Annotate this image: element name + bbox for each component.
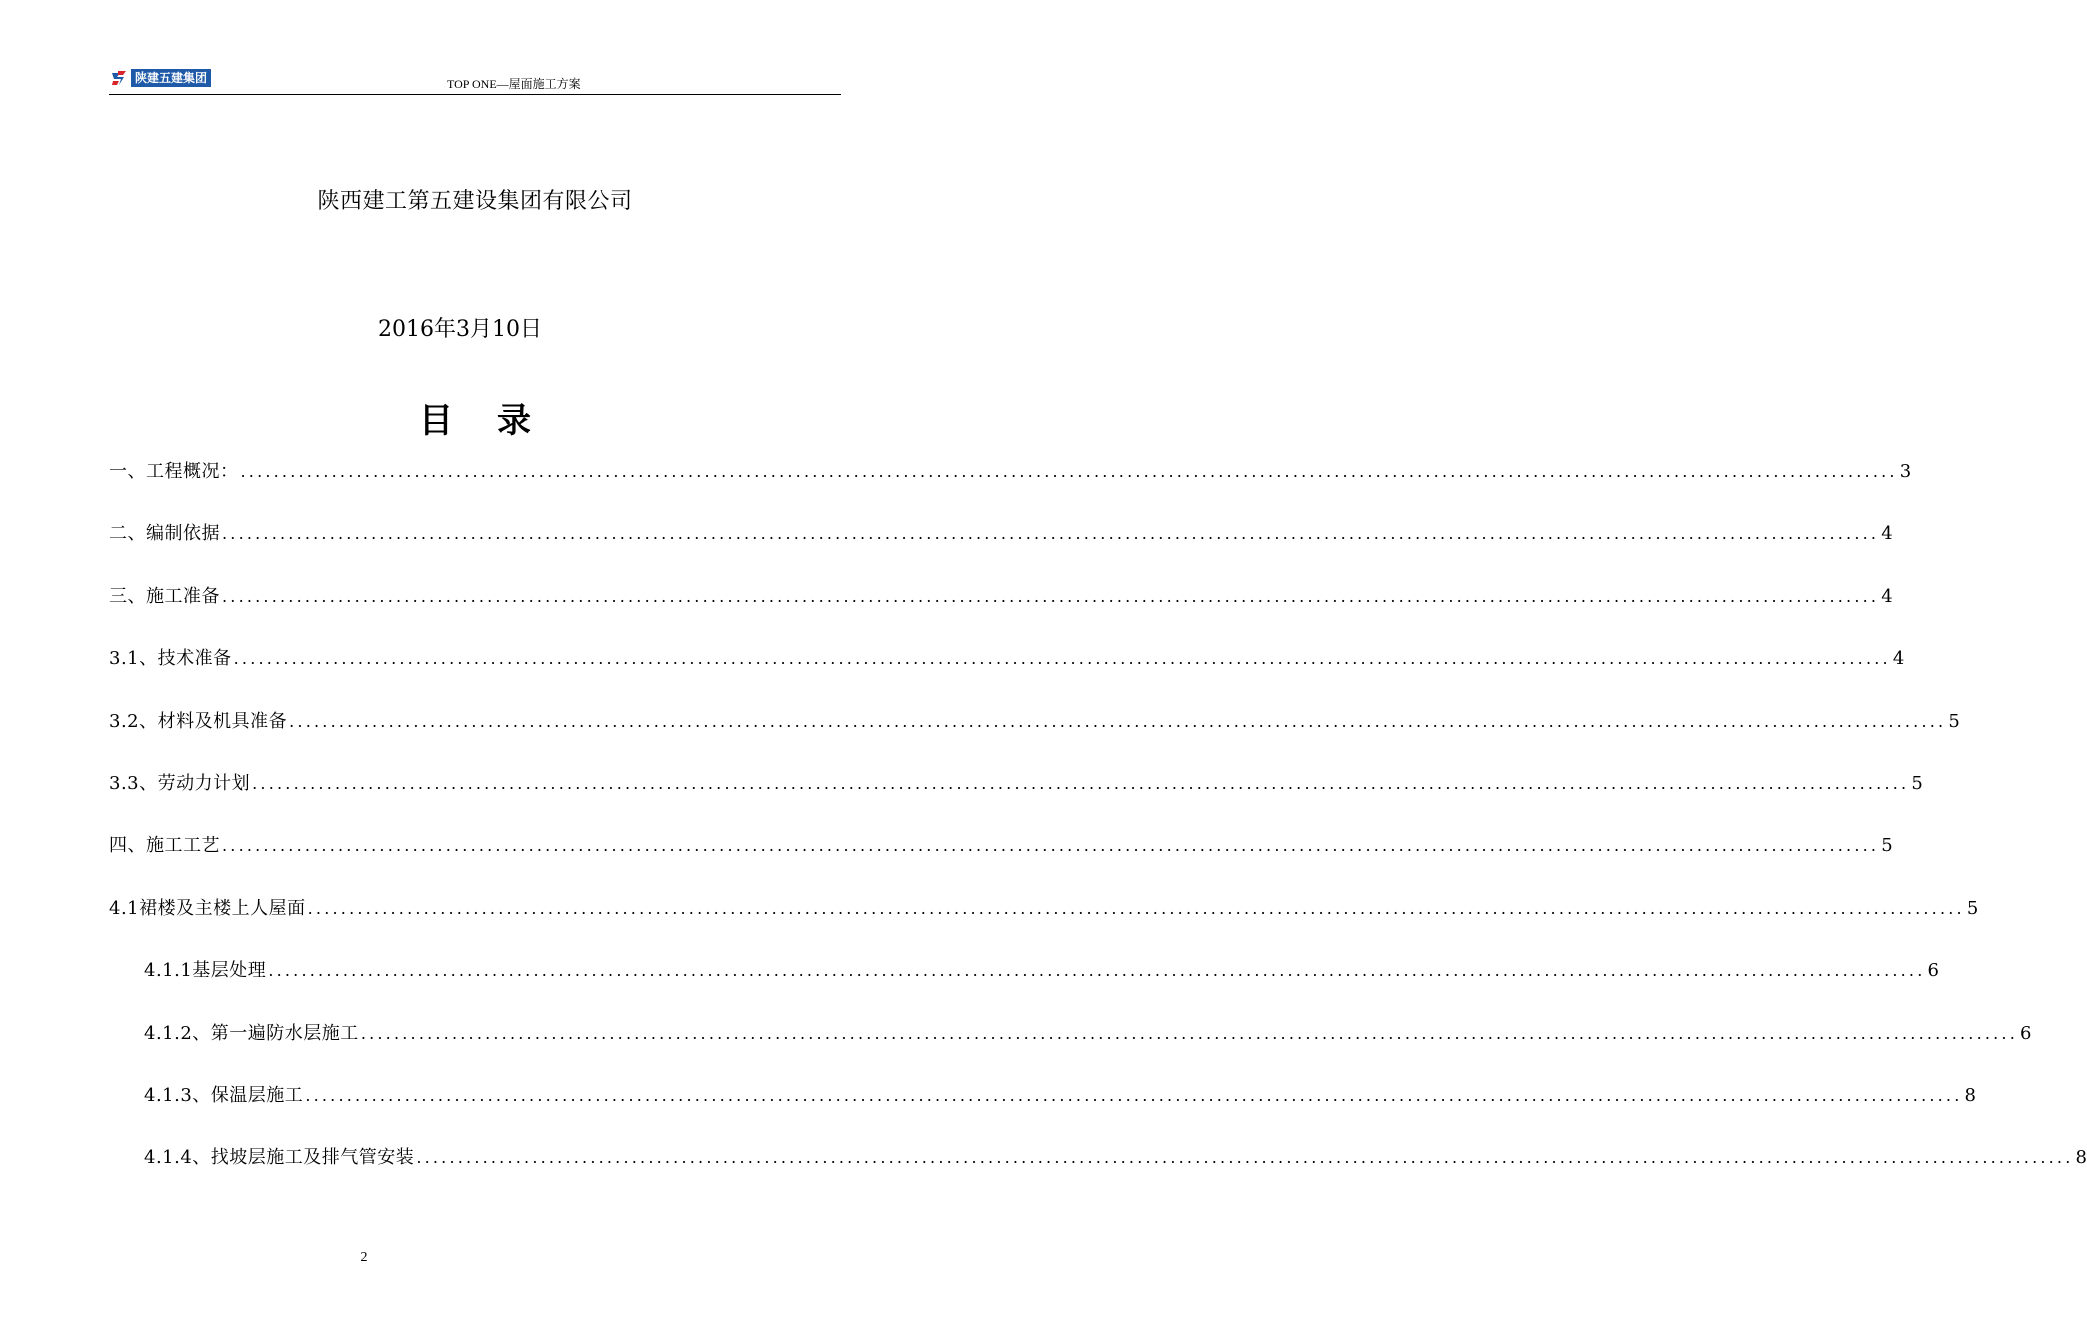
page-header: [109, 64, 841, 95]
toc-entry-label: 一、工程概况：: [109, 461, 239, 482]
toc-entry-label: 4.1.1基层处理: [144, 960, 267, 982]
toc-dot-leader: ........................................................................................................................................................................................................: [252, 773, 1910, 793]
logo-text: 陕建五建集团: [131, 69, 211, 87]
company-logo: [109, 67, 211, 89]
toc-entry-page: 5: [1948, 710, 1960, 732]
toc-entry-label: 3.2、材料及机具准备: [109, 710, 288, 732]
toc-entry-label: 4.1.2、第一遍防水层施工: [144, 1022, 359, 1044]
company-name: 陕西建工第五建设集团有限公司: [317, 189, 633, 214]
toc-entry-page: 5: [1966, 897, 1979, 919]
toc-entry-page: 4: [1881, 523, 1893, 545]
toc-entry[interactable]: [109, 826, 1893, 888]
toc-entry[interactable]: [109, 764, 1923, 826]
toc-dot-leader: ........................................................................................................................................................................................................: [416, 1148, 2074, 1168]
toc-entry-page: 8: [1964, 1084, 1976, 1106]
toc-entry[interactable]: [109, 1014, 2032, 1076]
toc-entry[interactable]: [109, 889, 1979, 951]
toc-entry-label: 4.1裙楼及主楼上人屋面: [109, 897, 306, 919]
header-title: TOP ONE—屋面施工方案: [447, 77, 581, 91]
toc-entry-page: 3: [1899, 461, 1912, 482]
toc-dot-leader: ........................................................................................................................................................................................................: [222, 586, 1880, 606]
company-s-logo-icon: [109, 68, 129, 88]
toc-dot-leader: ........................................................................................................................................................................................................: [222, 836, 1880, 856]
toc-entry[interactable]: [109, 452, 1912, 514]
toc-dot-leader: ........................................................................................................................................................................................................: [240, 462, 1898, 481]
toc-entry-label: 4.1.4、找坡层施工及排气管安装: [144, 1147, 415, 1169]
toc-dot-leader: ........................................................................................................................................................................................................: [289, 711, 1947, 731]
toc-entry-label: 三、施工准备: [109, 585, 220, 607]
toc-entry-page: 4: [1892, 648, 1905, 670]
toc-entry[interactable]: [109, 702, 1960, 764]
toc-dot-leader: ........................................................................................................................................................................................................: [233, 649, 1891, 669]
toc-entry-page: 4: [1881, 585, 1893, 607]
toc-entry-page: 5: [1881, 835, 1893, 857]
toc-entry[interactable]: [109, 1076, 1976, 1138]
toc-entry-label: 四、施工工艺: [109, 835, 220, 857]
toc-dot-leader: ........................................................................................................................................................................................................: [268, 961, 1926, 981]
toc-entry-label: 4.1.3、保温层施工: [144, 1084, 304, 1106]
toc-dot-leader: ........................................................................................................................................................................................................: [360, 1023, 2018, 1043]
toc-entry[interactable]: [109, 1138, 2087, 1200]
toc-entry[interactable]: [109, 577, 1893, 639]
toc-entry-page: 6: [2020, 1022, 2032, 1044]
toc-entry[interactable]: [109, 514, 1893, 576]
toc-dot-leader: ........................................................................................................................................................................................................: [222, 524, 1880, 544]
document-date: 2016年3月10日: [378, 317, 542, 342]
toc-entry-label: 3.1、技术准备: [109, 648, 232, 670]
toc-dot-leader: ........................................................................................................................................................................................................: [307, 898, 1965, 918]
toc-entry-label: 3.3、劳动力计划: [109, 772, 251, 794]
toc-entry[interactable]: [109, 951, 1939, 1013]
toc-entry-label: 二、编制依据: [109, 523, 220, 545]
toc-entry-page: 6: [1927, 960, 1939, 982]
page-number: 2: [360, 1250, 368, 1265]
toc-entry-page: 5: [1911, 772, 1923, 794]
toc-entry[interactable]: [109, 639, 1905, 701]
toc-dot-leader: ........................................................................................................................................................................................................: [305, 1085, 1963, 1105]
table-of-contents: [109, 452, 2087, 1201]
toc-title: 目录: [419, 401, 575, 441]
toc-entry-page: 8: [2075, 1147, 2087, 1169]
